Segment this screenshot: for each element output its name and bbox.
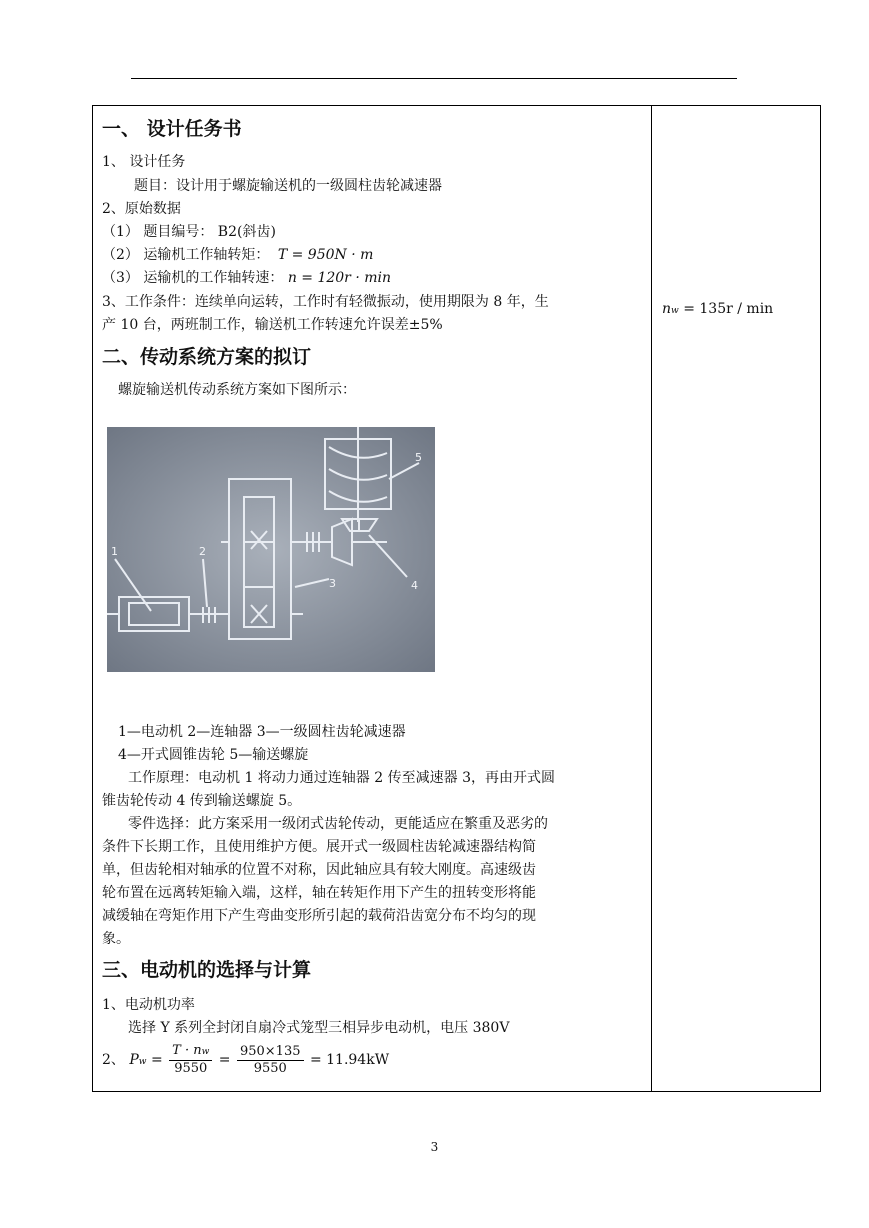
item2-prefix: 2、 [102, 1052, 125, 1068]
principle-line2: 锥齿轮传动 4 传到输送螺旋 5。 [102, 793, 302, 809]
data-item-2 [102, 246, 373, 264]
parts-line4: 轮布置在远离转矩输入端，这样，轴在转矩作用下产生的扭转变形将能 [102, 885, 536, 901]
data-item-1: （1） 题目编号： B2(斜齿) [102, 224, 276, 240]
transmission-diagram-photo [107, 427, 435, 672]
diagram-label-4: 4 [411, 579, 418, 592]
fraction-numeric [237, 1044, 304, 1077]
diagram-intro: 螺旋输送机传动系统方案如下图所示： [118, 382, 356, 398]
data-item-3 [102, 269, 391, 287]
work-condition-line2: 产 10 台，两班制工作，输送机工作转速允许误差±5% [102, 317, 443, 333]
side-note-sub: w [671, 306, 679, 316]
torque-formula: T = 950N · m [277, 247, 374, 263]
diagram-label-2: 2 [199, 545, 206, 558]
page-number: 3 [430, 1140, 439, 1154]
design-topic: 题目：设计用于螺旋输送机的一级圆柱齿轮减速器 [134, 178, 442, 194]
parts-line3: 单，但齿轮相对轴承的位置不对称，因此轴应具有较大刚度。高速级齿 [102, 862, 536, 878]
section1-item2: 2、原始数据 [102, 201, 181, 217]
side-note-var: n [662, 301, 672, 317]
principle-line1: 工作原理：电动机 1 将动力通过连轴器 2 传至减速器 3，再由开式圆 [128, 770, 555, 786]
section3-heading: 三、电动机的选择与计算 [102, 959, 312, 981]
frac2-num: 950×135 [237, 1044, 304, 1061]
frac1-num: T · n [172, 1043, 202, 1058]
section2-heading: 二、传动系统方案的拟订 [102, 346, 312, 368]
parts-line1: 零件选择：此方案采用一级闭式齿轮传动，更能适应在繁重及恶劣的 [128, 816, 548, 832]
power-result: = 11.94kW [309, 1052, 390, 1068]
legend-line1: 1—电动机 2—连轴器 3—一级圆柱齿轮减速器 [118, 724, 406, 740]
pw-sub: w [138, 1057, 147, 1067]
data-item-2-label: （2） 运输机工作轴转矩： [102, 247, 270, 263]
section3-item1: 1、电动机功率 [102, 997, 195, 1013]
data-item-3-label: （3） 运输机的工作轴转速： [102, 270, 284, 286]
parts-line6: 象。 [102, 931, 130, 947]
fraction-symbolic [169, 1043, 212, 1077]
section1-item1: 1、 设计任务 [102, 154, 186, 170]
side-note-value: = 135r / min [678, 301, 774, 317]
parts-line5: 减缓轴在弯矩作用下产生弯曲变形所引起的载荷沿齿宽分布不均匀的现 [102, 908, 536, 924]
header-rule [131, 78, 737, 79]
motor-selection: 选择 Y 系列全封闭自扇冷式笼型三相异步电动机，电压 380V [128, 1020, 510, 1036]
frac1-num-sub: w [201, 1047, 210, 1057]
speed-formula: n = 120r · min [287, 270, 391, 286]
legend-line2: 4—开式圆锥齿轮 5—输送螺旋 [118, 747, 309, 763]
frac1-den: 9550 [174, 1061, 208, 1076]
transmission-diagram [107, 427, 435, 672]
diagram-label-3: 3 [329, 577, 336, 590]
side-note-speed [662, 300, 773, 320]
power-formula: 2、 Pw = $\frac{T \cdot nw}{9550}$ = $\frac{950\times 135}{9550}$ = 11.94kW [102, 1043, 390, 1076]
parts-line2: 条件下长期工作，且使用维护方便。展开式一级圆柱齿轮减速器结构简 [102, 839, 536, 855]
frac2-den: 9550 [253, 1060, 287, 1076]
column-divider [651, 105, 652, 1092]
pw-var: P [129, 1052, 139, 1068]
diagram-label-5: 5 [415, 451, 422, 464]
work-condition-line1: 3、工作条件：连续单向运转，工作时有轻微振动，使用期限为 8 年，生 [102, 294, 549, 310]
diagram-label-1: 1 [111, 545, 118, 558]
section1-heading: 一、 设计任务书 [102, 118, 242, 140]
